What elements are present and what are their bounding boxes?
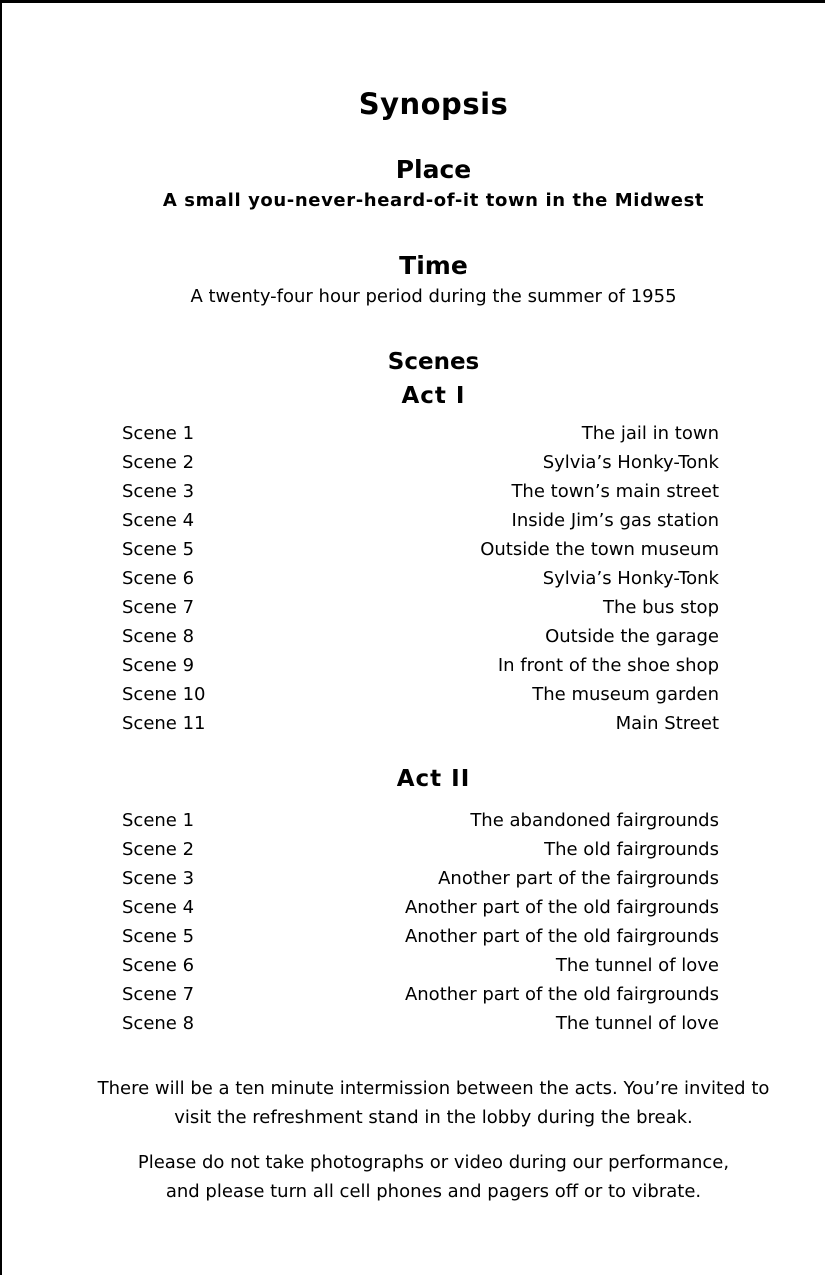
scene-location: The old fairgrounds — [544, 839, 719, 860]
photography-note: Please do not take photographs or video during our performance, and please turn all cell phones and pagers off or to vibrate. — [137, 1152, 730, 1202]
scene-label: Scene 5 — [122, 539, 195, 560]
scene-location: Another part of the old fairgrounds — [404, 897, 719, 918]
scene-label: Scene 7 — [122, 984, 195, 1005]
scene-row — [122, 535, 719, 564]
scene-location: Outside the garage — [545, 626, 719, 647]
scene-location: Another part of the old fairgrounds — [404, 984, 719, 1005]
scene-label: Scene 1 — [122, 810, 195, 831]
scene-location: The bus stop — [602, 597, 719, 618]
scene-row — [122, 806, 719, 835]
act1-heading: Act I — [401, 383, 466, 409]
scenes-heading: Scenes — [387, 349, 480, 375]
program-content — [2, 87, 825, 1206]
scene-label: Scene 11 — [122, 713, 206, 734]
scene-label: Scene 2 — [122, 452, 195, 473]
scene-label: Scene 3 — [122, 481, 195, 502]
scene-location: The tunnel of love — [555, 1013, 719, 1034]
scene-row — [122, 980, 719, 1009]
scene-row — [122, 680, 719, 709]
scene-label: Scene 10 — [122, 684, 206, 705]
scene-location: Main Street — [615, 713, 719, 734]
scene-row — [122, 593, 719, 622]
scene-label: Scene 7 — [122, 597, 195, 618]
scene-label: Scene 5 — [122, 926, 195, 947]
scene-location: The abandoned fairgrounds — [470, 810, 719, 831]
scene-row — [122, 564, 719, 593]
scene-location: Another part of the fairgrounds — [438, 868, 719, 889]
act2-heading: Act II — [396, 766, 471, 792]
scene-label: Scene 4 — [122, 510, 195, 531]
scene-label: Scene 6 — [122, 568, 195, 589]
intermission-note: There will be a ten minute intermission between the acts. You’re invited to visit the refreshment stand in the lobby during the break. — [97, 1078, 770, 1128]
scene-row — [122, 709, 719, 738]
scene-location: In front of the shoe shop — [497, 655, 719, 676]
scene-location: The museum garden — [532, 684, 719, 705]
scene-row — [122, 651, 719, 680]
scene-location: The jail in town — [581, 423, 719, 444]
scene-row — [122, 477, 719, 506]
scene-row — [122, 922, 719, 951]
scene-row — [122, 622, 719, 651]
scene-label: Scene 2 — [122, 839, 195, 860]
scene-label: Scene 4 — [122, 897, 195, 918]
scene-location: Outside the town museum — [480, 539, 719, 560]
scene-row — [122, 1009, 719, 1038]
page-title: Synopsis — [358, 87, 509, 121]
act2-scene-list — [122, 806, 719, 1038]
scene-label: Scene 1 — [122, 423, 195, 444]
scene-row — [122, 864, 719, 893]
scene-location: The town’s main street — [511, 481, 719, 502]
time-description: A twenty-four hour period during the summer of 1955 — [190, 286, 677, 307]
scene-location: The tunnel of love — [555, 955, 719, 976]
scene-label: Scene 3 — [122, 868, 195, 889]
scene-label: Scene 9 — [122, 655, 195, 676]
act1-scene-list — [122, 419, 719, 738]
time-heading: Time — [399, 251, 468, 280]
scene-row — [122, 835, 719, 864]
scene-row — [122, 893, 719, 922]
scene-location: Sylvia’s Honky-Tonk — [542, 568, 719, 589]
scene-label: Scene 6 — [122, 955, 195, 976]
scene-location: Another part of the old fairgrounds — [404, 926, 719, 947]
scene-label: Scene 8 — [122, 1013, 195, 1034]
scene-label: Scene 8 — [122, 626, 195, 647]
place-heading: Place — [395, 155, 472, 184]
place-description: A small you-never-heard-of-it town in the Midwest — [162, 190, 705, 211]
scene-location: Inside Jim’s gas station — [511, 510, 719, 531]
scene-row — [122, 448, 719, 477]
scene-row — [122, 506, 719, 535]
scene-location: Sylvia’s Honky-Tonk — [542, 452, 719, 473]
scene-row — [122, 419, 719, 448]
scene-row — [122, 951, 719, 980]
